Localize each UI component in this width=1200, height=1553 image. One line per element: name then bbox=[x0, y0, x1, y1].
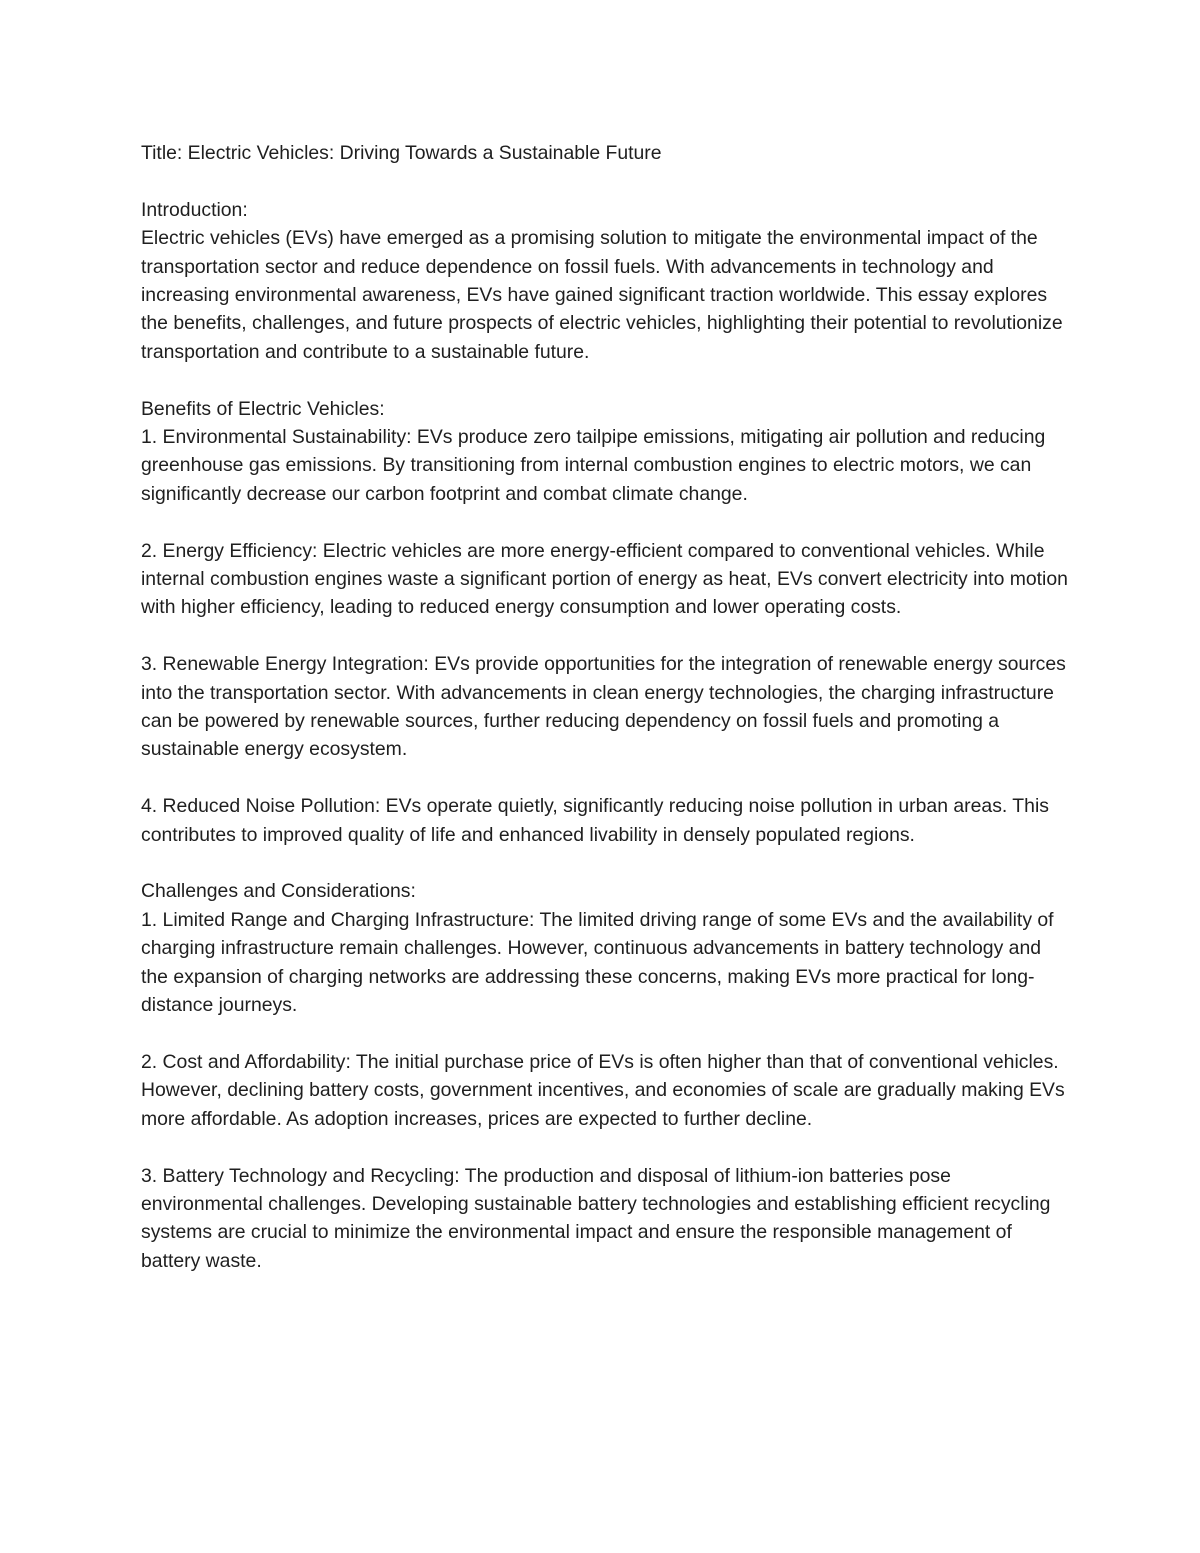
spacer bbox=[141, 1020, 1071, 1048]
benefit-item: 1. Environmental Sustainability: EVs produce zero tailpipe emissions, mitigating air pollution and reducing greenhouse gas emissions. By transitioning from internal combustion engines to electric motors, we can significantly decrease our carbon footprint and combat climate change. bbox=[141, 426, 1046, 505]
benefit-item: 4. Reduced Noise Pollution: EVs operate quietly, significantly reducing noise pollution in urban areas. This contributes to improved quality of life and enhanced livability in densely populated regions. bbox=[141, 795, 1049, 846]
benefits-heading: Benefits of Electric Vehicles: bbox=[141, 397, 385, 420]
spacer bbox=[141, 1133, 1071, 1161]
spacer bbox=[141, 849, 1071, 877]
challenge-item: 1. Limited Range and Charging Infrastructure: The limited driving range of some EVs and the availability of charging infrastructure remain challenges. However, continuous advancements in battery technology and the expansion of charging networks are addressing these concerns, making EVs more practical for long-distance journeys. bbox=[141, 908, 1054, 1017]
challenges-heading: Challenges and Considerations: bbox=[141, 880, 416, 903]
challenge-item: 3. Battery Technology and Recycling: The production and disposal of lithium-ion batteries pose environmental challenges. Developing sustainable battery technologies and establishing efficient recycling systems are crucial to minimize the environmental impact and ensure the responsible management of battery waste. bbox=[141, 1164, 1051, 1272]
document-page bbox=[141, 139, 1071, 1275]
spacer bbox=[141, 508, 1071, 536]
spacer bbox=[141, 366, 1071, 394]
challenge-item: 2. Cost and Affordability: The initial purchase price of EVs is often higher than that of conventional vehicles. However, declining battery costs, government incentives, and economies of scale are gradually making EVs more affordable. As adoption increases, prices are expected to further decline. bbox=[141, 1050, 1065, 1130]
intro-heading: Introduction: bbox=[141, 198, 248, 221]
spacer bbox=[141, 622, 1071, 650]
spacer bbox=[141, 167, 1071, 195]
benefit-item: 2. Energy Efficiency: Electric vehicles are more energy-efficient compared to conventional vehicles. While internal combustion engines waste a significant portion of energy as heat, EVs convert electricity into motion with higher efficiency, leading to reduced energy consumption and lower operating costs. bbox=[141, 539, 1068, 619]
document-title: Title: Electric Vehicles: Driving Towards a Sustainable Future bbox=[141, 142, 662, 164]
spacer bbox=[141, 764, 1071, 792]
benefit-item: 3. Renewable Energy Integration: EVs provide opportunities for the integration of renewable energy sources into the transportation sector. With advancements in clean energy technologies, the charging infrastructure can be powered by renewable sources, further reducing dependency on fossil fuels and promoting a sustainable energy ecosystem. bbox=[141, 653, 1066, 761]
intro-paragraph: Electric vehicles (EVs) have emerged as a promising solution to mitigate the environmental impact of the transportation sector and reduce dependence on fossil fuels. With advancements in technology and increasing environmental awareness, EVs have gained significant traction worldwide. This essay explores the benefits, challenges, and future prospects of electric vehicles, highlighting their potential to revolutionize transportation and contribute to a sustainable future. bbox=[141, 227, 1063, 363]
